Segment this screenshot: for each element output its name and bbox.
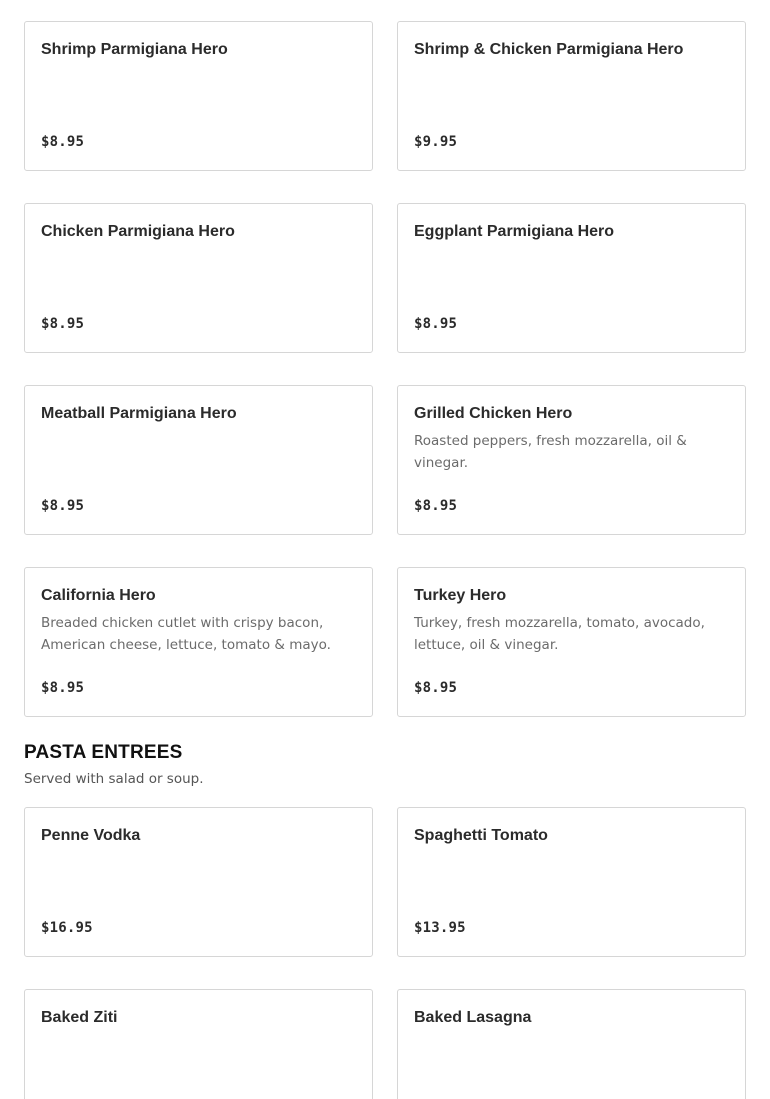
menu-item-price: $8.95: [414, 498, 458, 514]
hero-items-grid: [24, 21, 746, 717]
menu-item-name: California Hero: [41, 587, 156, 604]
menu-item-price: $8.95: [41, 498, 85, 514]
menu-item-name: Turkey Hero: [414, 587, 507, 604]
menu-item-price: $8.95: [414, 316, 458, 332]
menu-item-name: Grilled Chicken Hero: [414, 405, 573, 422]
menu-item-price: $13.95: [414, 920, 466, 936]
menu-item-name: Meatball Parmigiana Hero: [41, 405, 237, 422]
pasta-section-header: [24, 741, 746, 789]
menu-item-card[interactable]: [397, 385, 746, 535]
menu-item-card[interactable]: [24, 807, 373, 957]
menu-item-name: Penne Vodka: [41, 827, 141, 844]
menu-item-description: Breaded chicken cutlet with crispy bacon, American cheese, lettuce, tomato & mayo.: [41, 615, 331, 653]
menu-item-price: $8.95: [41, 134, 85, 150]
menu-item-price: $8.95: [41, 680, 85, 696]
menu-item-card[interactable]: [397, 21, 746, 171]
section-title: PASTA ENTREES: [24, 742, 183, 763]
menu-item-name: Shrimp Parmigiana Hero: [41, 41, 228, 58]
section-subtitle: Served with salad or soup.: [24, 771, 204, 787]
menu-item-card[interactable]: [397, 989, 746, 1099]
menu-item-card[interactable]: [24, 567, 373, 717]
menu-item-card[interactable]: [24, 203, 373, 353]
menu-item-name: Baked Lasagna: [414, 1009, 532, 1026]
menu-item-card[interactable]: [24, 989, 373, 1099]
menu-item-card[interactable]: [397, 203, 746, 353]
menu-item-description: Roasted peppers, fresh mozzarella, oil & vinegar.: [414, 433, 687, 471]
menu-item-name: Shrimp & Chicken Parmigiana Hero: [414, 41, 684, 58]
menu-item-description: Turkey, fresh mozzarella, tomato, avocado, lettuce, oil & vinegar.: [414, 615, 705, 653]
menu-item-card[interactable]: [397, 567, 746, 717]
menu-item-name: Spaghetti Tomato: [414, 827, 548, 844]
menu-item-card[interactable]: [397, 807, 746, 957]
menu-item-name: Baked Ziti: [41, 1009, 118, 1026]
menu-item-name: Chicken Parmigiana Hero: [41, 223, 235, 240]
menu-item-card[interactable]: [24, 21, 373, 171]
menu-item-card[interactable]: [24, 385, 373, 535]
menu-item-price: $8.95: [414, 680, 458, 696]
pasta-items-grid: [24, 807, 746, 1099]
menu-item-price: $8.95: [41, 316, 85, 332]
menu-item-price: $16.95: [41, 920, 93, 936]
menu-item-price: $9.95: [414, 134, 458, 150]
menu-item-name: Eggplant Parmigiana Hero: [414, 223, 615, 240]
